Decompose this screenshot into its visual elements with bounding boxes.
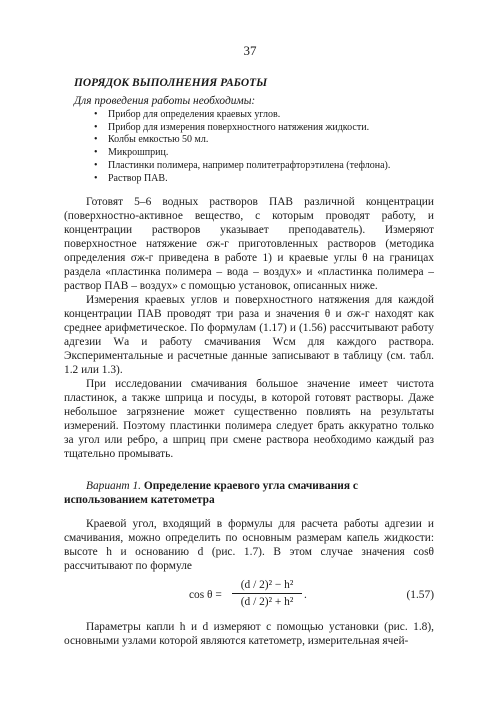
formula-denominator: (d / 2)² + h² (240, 596, 294, 609)
paragraph-measurements: Измерения краевых углов и поверхностного натяжения для каждой концентрации ПАВ проводят три раза и значения θ и σж-г находят как среднее арифметическое. По формулам (1.17) и (1.56) рассчитывают работу адгезии Wа и работу смачивания Wсм для каждого раствора. Экспериментальные и расчетные данные записывают в таблицу (см. табл. 1.2 или 1.3). (64, 294, 434, 377)
formula-fraction (232, 578, 302, 609)
formula-lhs: cos θ = (189, 589, 222, 602)
variant-title: Определение краевого угла смачивания с использованием катетометра (64, 480, 358, 507)
section-title: ПОРЯДОК ВЫПОЛНЕНИЯ РАБОТЫ (74, 77, 268, 89)
page-content (64, 76, 434, 648)
formula-number: (1.57) (406, 589, 434, 602)
formula-1-57 (64, 576, 434, 616)
formula-numerator: (d / 2)² − h² (232, 578, 302, 594)
variant-label: Вариант 1. (86, 480, 142, 493)
equipment-item: • Колбы емкостью 50 мл. (94, 134, 434, 147)
equipment-item: • Прибор для измерения поверхностного натяжения жидкости. (94, 122, 434, 135)
paragraph-procedure: Готовят 5–6 водных растворов ПАВ различной концентрации (поверхностно-активное вещество, с которым проводят работу, и концентрации растворов указывает преподаватель). Измеряют поверхностное натяжение σж-г приготовленных растворов (методика определения σж-г приведена в работе 1) и краевые углы θ на границах раздела «пластинка полимера – вода – воздух» и «пластинка полимера – раствор ПАВ – воздух» с помощью установок, описанных ниже. (64, 196, 434, 293)
equipment-item: • Прибор для определения краевых углов. (94, 109, 434, 122)
paragraph-contact-angle: Краевой угол, входящий в формулы для расчета работы адгезии и смачивания, можно определить по основным размерам капель жидкости: высоте h и основанию d (рис. 1.7). В этом случае значения cosθ рассчитывают по формуле (64, 518, 434, 573)
variant-heading (64, 479, 434, 507)
paragraph-drop-parameters: Параметры капли h и d измеряют с помощью установки (рис. 1.8), основными узлами которой являются катетометр, измерительная ячей- (64, 621, 434, 648)
formula-period: . (304, 589, 307, 602)
equipment-list (64, 109, 434, 185)
paragraph-cleanliness: При исследовании смачивания большое значение имеет чистота пластинок, а также шприца и посуды, в которой готовят растворы. Даже небольшое загрязнение может существенно повлиять на результаты измерений. Поэтому пластинки полимера следует брать аккуратно только за угол или ребро, а шприц при смене раствора необходимо каждый раз тщательно промывать. (64, 378, 434, 461)
equipment-item: • Пластинки полимера, например политетрафторэтилена (тефлона). (94, 160, 434, 173)
equipment-item: • Микрошприц. (94, 147, 434, 160)
equipment-intro: Для проведения работы необходимы: (74, 95, 256, 107)
page-number: 37 (243, 43, 257, 58)
equipment-item: • Раствор ПАВ. (94, 173, 434, 186)
